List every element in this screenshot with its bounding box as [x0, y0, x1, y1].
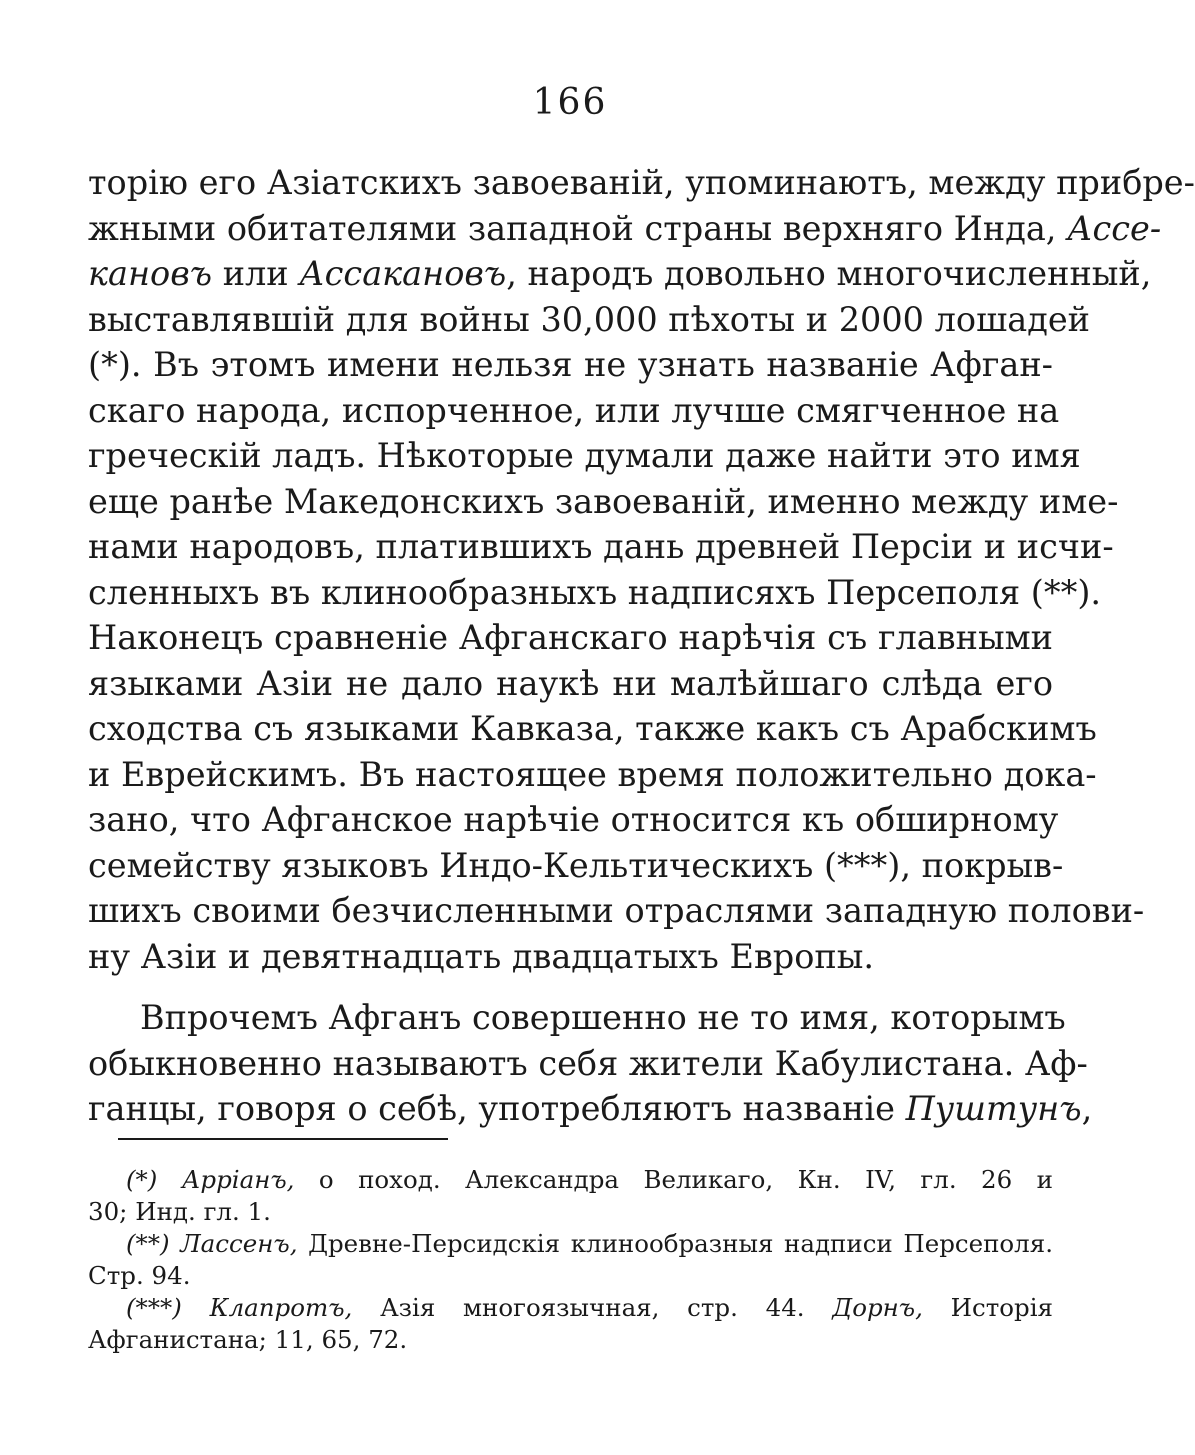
- footnote-3-mark: (***): [126, 1293, 182, 1322]
- footnote-1-line-1: (*) Арріанъ, о поход. Александра Великаго, Кн. IV, гл. 26 и: [126, 1165, 1053, 1194]
- paragraph-gap: [88, 979, 1053, 995]
- footnote-2-author: Лассенъ,: [180, 1229, 298, 1258]
- footnote-1-line-2: 30; Инд. гл. 1.: [88, 1197, 271, 1226]
- text-line-14: и Еврейскимъ. Въ настоящее время положительно дока-: [88, 754, 1097, 794]
- text-line-16: семейству языковъ Индо-Кельтическихъ (***), покрыв-: [88, 845, 1064, 885]
- italic-name-assakanov: Ассакановъ: [299, 254, 507, 293]
- italic-name-assekanov-cont: кановъ: [88, 254, 213, 293]
- text-line-11: Наконецъ сравненіе Афганскаго нарѣчія съ главными: [88, 618, 1053, 657]
- footnotes: [88, 1164, 1053, 1356]
- text-line-17: шихъ своими безчисленными отраслями западную полови-: [88, 891, 1145, 930]
- italic-name-pushtun: Пуштунъ: [905, 1089, 1082, 1128]
- text-line-10: сленныхъ въ клинообразныхъ надписяхъ Персеполя (**).: [88, 572, 1102, 612]
- text-line-9: нами народовъ, платившихъ дань древней Персіи и исчи-: [88, 527, 1114, 566]
- text-line-18: ну Азіи и девятнадцать двадцатыхъ Европы.: [88, 936, 875, 976]
- italic-name-assekanov: Ассе-: [1067, 208, 1162, 248]
- text-line-4: выставлявшій для войны 30,000 пѣхоты и 2000 лошадей: [88, 299, 1090, 339]
- footnote-3-line-2: Афганистана; 11, 65, 72.: [88, 1325, 408, 1354]
- text-line-1: торію его Азіатскихъ завоеваній, упоминаютъ, между прибре-: [88, 163, 1195, 202]
- footnote-separator: [118, 1138, 448, 1140]
- footnote-3-author: Клапротъ,: [209, 1293, 353, 1322]
- text-line-15: зано, что Афганское нарѣчіе относится къ обширному: [88, 800, 1059, 839]
- footnote-2-line-1: (**) Лассенъ, Древне-Персидскія клинообразныя надписи Персеполя.: [126, 1229, 1053, 1258]
- footnote-3-line-1: (***) Клапротъ, Азія многоязычная, стр. 44. Дорнъ, Исторія: [126, 1293, 1053, 1322]
- text-line-3: кановъ или Ассакановъ, народъ довольно многочисленный,: [88, 254, 1152, 293]
- footnote-1-author: Арріанъ,: [181, 1165, 295, 1194]
- text-line-20: обыкновенно называютъ себя жители Кабулистана. Аф-: [88, 1043, 1088, 1083]
- footnote-3-author-2: Дорнъ,: [832, 1293, 923, 1322]
- text-line-7: греческій ладъ. Нѣкоторые думали даже найти это имя: [88, 436, 1081, 475]
- page-number: 166: [532, 82, 608, 123]
- text-line-12: языками Азіи не дало наукѣ ни малѣйшаго слѣда его: [88, 663, 1053, 703]
- text-line-8: еще ранѣе Македонскихъ завоеваній, именно между име-: [88, 481, 1119, 521]
- text-line-5: (*). Въ этомъ имени нельзя не узнать названіе Афган-: [88, 345, 1053, 384]
- footnote-2-mark: (**): [126, 1229, 170, 1258]
- footnote-1-mark: (*): [126, 1165, 158, 1194]
- text-line-6: скаго народа, испорченное, или лучше смягченное на: [88, 390, 1060, 430]
- text-line-2: жными обитателями западной страны верхняго Инда, Ассе-: [88, 208, 1162, 248]
- text-line-13: сходства съ языками Кавказа, также какъ съ Арабскимъ: [88, 709, 1097, 748]
- text-line-21: ганцы, говоря о себѣ, употребляютъ названіе Пуштунъ,: [88, 1089, 1093, 1128]
- footnote-2-line-2: Стр. 94.: [88, 1261, 191, 1290]
- text-line-19: Впрочемъ Афганъ совершенно не то имя, которымъ: [140, 998, 1066, 1037]
- main-text: [88, 160, 1195, 1132]
